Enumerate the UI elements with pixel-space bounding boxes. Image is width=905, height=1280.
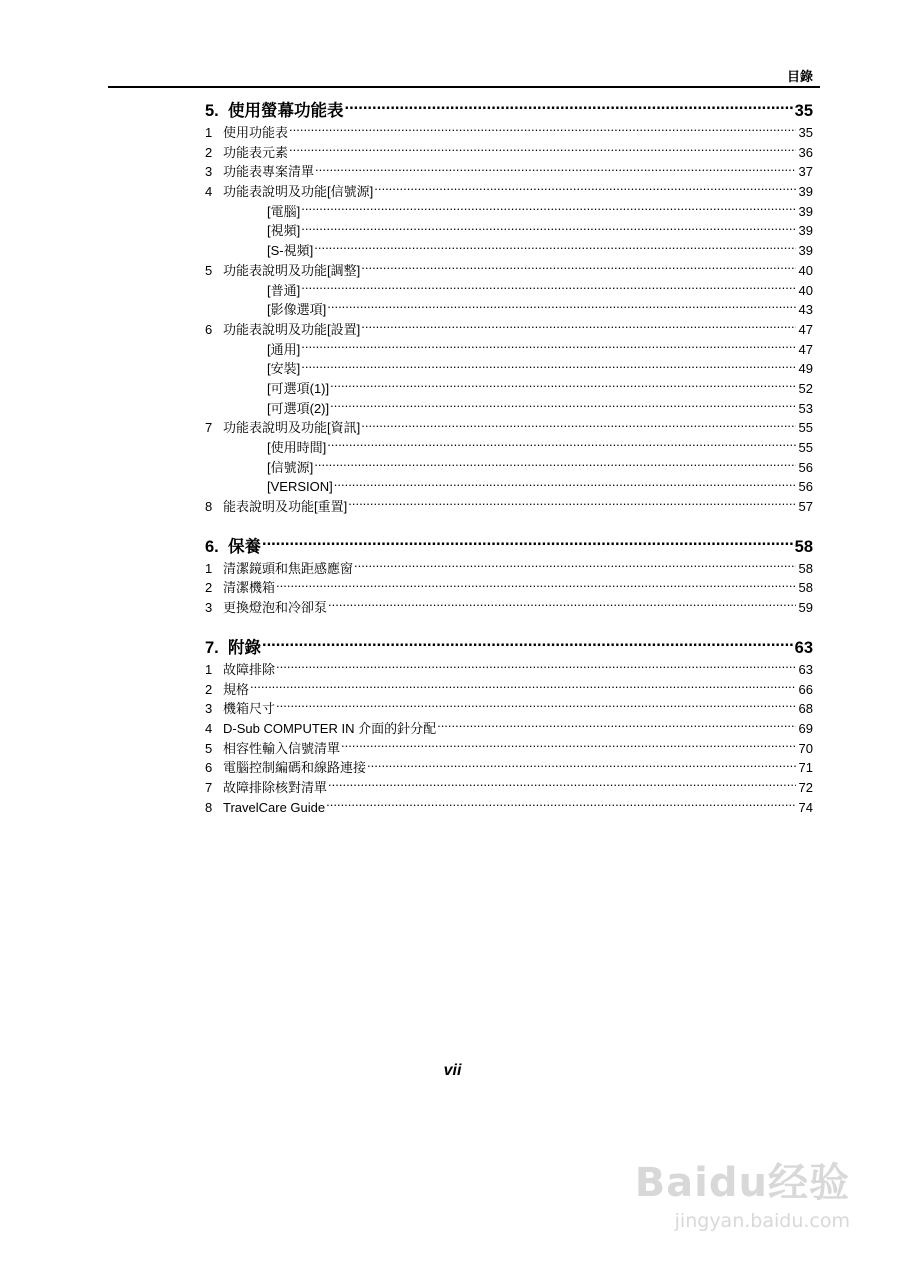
toc-entry-number: 5: [205, 740, 213, 756]
table-of-contents: [205, 99, 813, 835]
toc-entry-title: 相容性輸入信號清單: [223, 740, 341, 756]
toc-entry[interactable]: [205, 680, 813, 700]
toc-section-heading-title: 使用螢幕功能表: [228, 102, 344, 120]
toc-subentry-title: [VERSION]: [267, 479, 333, 495]
watermark-url: jingyan.baidu.com: [674, 1210, 850, 1232]
toc-section: [205, 636, 813, 818]
toc-entry-number: 4: [205, 184, 213, 200]
toc-entry-page-number: 37: [798, 164, 813, 180]
toc-entry-leader-dots: [354, 560, 796, 573]
toc-entry-title: 功能表說明及功能[設置]: [223, 321, 361, 337]
toc-entry[interactable]: [205, 798, 813, 818]
toc-entry-title: 使用功能表: [223, 125, 289, 140]
running-header-title: 目錄: [786, 70, 813, 85]
toc-entry-title: 故障排除: [223, 661, 276, 677]
toc-subentry-leader-dots: [301, 222, 796, 235]
toc-entry-number: 3: [205, 600, 213, 616]
toc-entry-leader-dots: [328, 599, 796, 612]
toc-entry-leader-dots: [328, 779, 796, 792]
toc-subentry-title: [電腦]: [267, 203, 301, 219]
toc-subentry-page-number: 53: [798, 400, 813, 416]
toc-entry-number: 6: [205, 760, 213, 776]
toc-entry-leader-dots: [374, 183, 796, 196]
toc-subentry-page-number: 55: [798, 440, 813, 455]
toc-subentry-title: [可選項(2)]: [267, 400, 330, 416]
toc-subentry-page-number: 52: [798, 380, 813, 396]
toc-entry[interactable]: [205, 182, 813, 202]
toc-entry-title: 功能表專案清單: [223, 164, 315, 180]
toc-subentry-page-number: 49: [798, 361, 813, 377]
toc-entry-title: 故障排除核對清單: [223, 779, 328, 795]
toc-subentry-title: [視頻]: [267, 223, 301, 239]
toc-subentry-leader-dots: [314, 459, 796, 472]
toc-entry-page-number: 63: [798, 661, 813, 677]
toc-entry-number: 5: [205, 262, 213, 278]
toc-subentry-title: [使用時間]: [267, 440, 327, 455]
toc-entry-leader-dots: [348, 498, 796, 511]
toc-entry-leader-dots: [276, 700, 796, 713]
toc-entry-number: 6: [205, 321, 213, 337]
toc-entry-leader-dots: [250, 681, 796, 694]
toc-entry-page-number: 71: [798, 760, 813, 776]
toc-entry[interactable]: [205, 497, 813, 517]
toc-entry-leader-dots: [437, 720, 796, 733]
toc-entry-page-number: 72: [798, 779, 813, 795]
toc-subentry[interactable]: [205, 202, 813, 222]
toc-subentry-title: [通用]: [267, 341, 301, 357]
toc-subentry-page-number: 56: [798, 459, 813, 475]
toc-section-heading[interactable]: [205, 636, 813, 660]
toc-subentry[interactable]: [205, 241, 813, 261]
toc-section-heading-number: 5.: [205, 102, 219, 120]
watermark-logo: Baidu经验: [634, 1160, 850, 1206]
toc-subentry-title: [可選項(1)]: [267, 380, 330, 396]
toc-entry-number: 2: [205, 580, 213, 596]
toc-subentry-title: [安裝]: [267, 361, 301, 377]
toc-entry-number: 1: [205, 661, 213, 677]
toc-subentry[interactable]: [205, 221, 813, 241]
toc-entry[interactable]: [205, 578, 813, 598]
toc-subentry[interactable]: [205, 281, 813, 301]
toc-subentry-page-number: 39: [798, 203, 813, 219]
toc-entry[interactable]: [205, 598, 813, 618]
toc-entry-leader-dots: [315, 163, 796, 176]
toc-section-heading-leader-dots: [262, 636, 794, 653]
toc-section: [205, 535, 813, 618]
toc-subentry-title: [普通]: [267, 282, 301, 298]
toc-entry[interactable]: [205, 143, 813, 163]
toc-subentry-leader-dots: [334, 478, 796, 491]
toc-entry-page-number: 40: [798, 262, 813, 278]
toc-entry[interactable]: [205, 123, 813, 143]
toc-entry-page-number: 55: [798, 420, 813, 436]
toc-subentry-leader-dots: [301, 360, 796, 373]
toc-entry-number: 2: [205, 144, 213, 160]
toc-subentry-leader-dots: [301, 341, 796, 354]
toc-subentry[interactable]: [205, 359, 813, 379]
toc-entry-leader-dots: [361, 419, 796, 432]
toc-entry[interactable]: [205, 739, 813, 759]
toc-entry-leader-dots: [341, 740, 796, 753]
toc-subentry[interactable]: [205, 379, 813, 399]
toc-entry[interactable]: [205, 418, 813, 438]
toc-subentry-page-number: 43: [798, 302, 813, 318]
toc-subentry-leader-dots: [301, 203, 796, 216]
toc-entry-leader-dots: [276, 579, 796, 592]
toc-entry-page-number: 66: [798, 681, 813, 697]
toc-entry-number: 1: [205, 560, 213, 576]
toc-entry-page-number: 36: [798, 144, 813, 160]
toc-subentry-page-number: 56: [798, 479, 813, 495]
toc-entry[interactable]: [205, 261, 813, 281]
toc-entry-page-number: 68: [798, 701, 813, 717]
toc-subentry-title: [信號源]: [267, 459, 314, 475]
toc-entry-page-number: 58: [798, 560, 813, 576]
toc-entry[interactable]: [205, 320, 813, 340]
toc-entry-page-number: 59: [798, 600, 813, 616]
toc-entry-title: 能表說明及功能[重置]: [223, 499, 348, 515]
toc-subentry-leader-dots: [330, 380, 796, 393]
toc-entry-number: 1: [205, 125, 213, 140]
header-rule: [108, 86, 820, 88]
toc-section-heading-leader-dots: [345, 100, 794, 117]
toc-entry-number: 7: [205, 420, 213, 436]
toc-subentry[interactable]: [205, 399, 813, 419]
toc-section: [205, 99, 813, 517]
toc-entry-number: 2: [205, 681, 213, 697]
toc-entry-page-number: 35: [798, 125, 813, 140]
toc-entry[interactable]: [205, 699, 813, 719]
toc-entry-number: 8: [205, 499, 213, 515]
toc-section-heading-number: 7.: [205, 638, 219, 657]
toc-subentry-page-number: 39: [798, 243, 813, 259]
toc-subentry-page-number: 47: [798, 341, 813, 357]
toc-subentry-leader-dots: [330, 400, 796, 413]
toc-entry-page-number: 69: [798, 720, 813, 736]
toc-section-heading-page-number: 63: [794, 638, 813, 657]
toc-entry-page-number: 70: [798, 740, 813, 756]
toc-subentry[interactable]: [205, 300, 813, 320]
toc-subentry[interactable]: [205, 438, 813, 458]
toc-subentry-title: [影像選項]: [267, 302, 327, 318]
toc-entry-title: 規格: [223, 681, 250, 697]
toc-entry-title: 電腦控制編碼和線路連接: [223, 760, 367, 776]
toc-subentry-title: [S-視頻]: [267, 243, 314, 259]
toc-entry[interactable]: [205, 758, 813, 778]
toc-entry-leader-dots: [289, 124, 796, 137]
footer-page-number: vii: [443, 1062, 462, 1079]
toc-entry-page-number: 74: [798, 799, 813, 815]
toc-section-heading-title: 附錄: [228, 638, 261, 657]
toc-entry[interactable]: [205, 162, 813, 182]
toc-entry-title: 功能表說明及功能[資訊]: [223, 420, 361, 436]
toc-entry[interactable]: [205, 778, 813, 798]
toc-entry-leader-dots: [276, 661, 796, 674]
toc-entry-leader-dots: [361, 262, 796, 275]
toc-entry-title: D-Sub COMPUTER IN 介面的針分配: [223, 720, 437, 736]
toc-entry-page-number: 58: [798, 580, 813, 596]
toc-entry-title: 功能表元素: [223, 144, 289, 160]
toc-section-heading-leader-dots: [262, 535, 794, 552]
toc-entry-leader-dots: [361, 321, 796, 334]
toc-subentry[interactable]: [205, 340, 813, 360]
toc-entry-title: 更換燈泡和冷卻泵: [223, 600, 328, 616]
toc-entry-number: 8: [205, 799, 213, 815]
toc-entry-page-number: 57: [798, 499, 813, 515]
toc-section-heading-number: 6.: [205, 537, 219, 556]
toc-subentry-leader-dots: [301, 282, 796, 295]
toc-entry[interactable]: [205, 719, 813, 739]
toc-subentry-leader-dots: [327, 439, 796, 452]
toc-subentry-leader-dots: [314, 242, 796, 255]
toc-entry-number: 4: [205, 720, 213, 736]
toc-section-heading-page-number: 35: [794, 102, 813, 120]
toc-subentry-leader-dots: [327, 301, 796, 314]
toc-entry-page-number: 39: [798, 184, 813, 200]
toc-entry-number: 7: [205, 779, 213, 795]
watermark: [635, 1151, 850, 1232]
toc-entry-leader-dots: [367, 759, 796, 772]
toc-entry-number: 3: [205, 164, 213, 180]
toc-section-heading[interactable]: [205, 99, 813, 123]
toc-subentry[interactable]: [205, 477, 813, 497]
toc-entry-title: 清潔鏡頭和焦距感應窗: [223, 560, 354, 576]
toc-entry-title: 功能表說明及功能[調整]: [223, 262, 361, 278]
toc-section-heading-title: 保養: [228, 537, 261, 556]
toc-section-heading-page-number: 58: [794, 537, 813, 556]
toc-entry-number: 3: [205, 701, 213, 717]
toc-entry-title: 機箱尺寸: [223, 701, 276, 717]
toc-entry[interactable]: [205, 660, 813, 680]
toc-entry[interactable]: [205, 559, 813, 579]
toc-entry-title: 功能表說明及功能[信號源]: [223, 184, 374, 200]
toc-entry-title: 清潔機箱: [223, 580, 276, 596]
toc-entry-title: TravelCare Guide: [223, 799, 326, 815]
toc-entry-page-number: 47: [798, 321, 813, 337]
toc-subentry[interactable]: [205, 458, 813, 478]
toc-section-heading[interactable]: [205, 535, 813, 559]
toc-entry-leader-dots: [289, 144, 796, 157]
toc-entry-leader-dots: [326, 799, 796, 812]
toc-subentry-page-number: 40: [798, 282, 813, 298]
toc-subentry-page-number: 39: [798, 223, 813, 239]
